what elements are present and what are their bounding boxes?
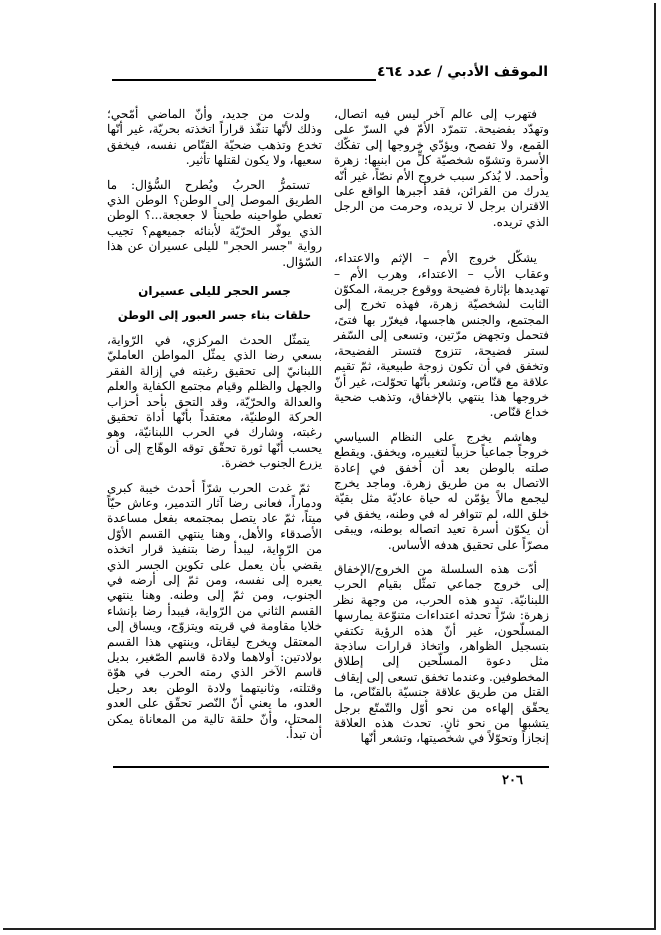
paragraph: أدّت هذه السلسلة من الخروج/الإخفاق إلى خروج جماعي تمثّل بقيام الحرب اللبنانيّة. تبدو هذه الحرب، من وجهة نظر زهرة: شرّاً تحدثه اعتداءات متنوّعة يمارسها المسلّحون، غير أنّ هذه الرؤية تكتفي بتسجيل الظواهر، واتخاذ قرارات ساذجة مثل دعوة المسلّحين إلى إطلاق المخطوفين. وعندما تخفق تسعى إلى إيقاف القتل من طريق علاقة جنسيّة بالقنّاص، ما يحقّق إلهاءه من نحو أوّل والتّمتّع برجل يتشبها من نحو ثانٍ. تحدث هذه العلاقة إنجازاً وتحوّلاً في شخصيتها، وتشعر أنّها: [334, 561, 549, 746]
paragraph: ولدت من جديد، وأنّ الماضي أمّحي؛ وذلك لأنّها تنفّذ قراراً اتخذته بحريّة، غير أنّها تخدع وتذهب ضحيّة القنّاص نفسه، فيخفق سعيها، ولا يكون لقتلها تأثير.: [107, 107, 322, 168]
paragraph: يشكّل خروج الأم – الإثم والاعتداء، وعقاب الأب – الاعتداء، وهرب الأم – تهديدها بإثارة فضيحة ووقوع جريمة، المكوّن الثابت لشخصيّة زهرة، فهذه تخرج إلى المجتمع، والجنس هاجسها، فيغرّر بها فتىً، فتحمل وتجهض مرّتين، وتسعى إلى السّفر لستر فضيحة، تتزوج فتستر الفضيحة، وتخفق في أن تكون زوجة طبيعية، ثمّ تقيم علاقة مع قنّاص، وتشعر بأنّها تحوّلت، غير أنّ خروجها هذا ينتهي بالإخفاق، وتذهب ضحية خداع قنّاص.: [334, 251, 549, 420]
paragraph: ثمّ غدت الحرب شرّاً أحدث خيبة كبرى ودماراً، فعانى رضا آثار التدمير، وعاش حيّاً ميتاً، ثمّ عاد يتصل بمجتمعه بفعل مساعدة الأصدقاء والأهل، وهنا ينتهي القسم الأوّل من الرّواية، ليبدأ رضا بتنفيذ قرار اتخذه يقضي بأن يعمل على تكوين الجسر الذي يعبره إلى نفسه، ومن ثمّ إلى أرضه في الجنوب، ومن ثمّ إلى وطنه. وهنا ينتهي القسم الثاني من الرّواية، فيبدأ رضا بإنشاء خلايا مقاومة في قريته ويتزوّج، ويساق إلى المعتقل ويخرج ليقاتل، وينتهي هذا القسم بولادتين: أولاهما ولادة قاسم الصّغير، بديل قاسم الآخر الذي رمته الحرب في هوّة وقتلته، وثانيتهما ولادة الوطن بعد رحيل العدو، ما يعني أنّ النّصر تحقّق على العدو المحتل، وأنّ حلقة تالية من المعاناة يمكن أن تبدأ.: [107, 480, 322, 742]
page-number: ٢٠٦: [502, 773, 523, 788]
page-header: [112, 60, 548, 88]
paragraph: وهاشم يخرج على النظام السياسي خروجاً جماعياً حزبياً لتغييره، ويخفق. ويقطع صلته بالوطن بعد أن أخفق في إعادة الاتصال به من طريق زهرة. وماجد يخرج ليجمع مالاً يؤمّن له حياة عاديّة مثل بقيّة خلق الله، لم تتوافر له في وطنه، يخفق في أن يكوّن أسرة تعيد اتصاله بوطنه، ويبقى مصرّاً على تحقيق هدفه الأساس.: [334, 429, 549, 552]
section-title: جسر الحجر لليلى عسيران: [138, 284, 291, 299]
paragraph: تستمرُّ الحربُ ويُطرح السُّؤال: ما الطريق الموصل إلى الوطن؟ الوطن الذي تعطي طواحينه طحيناً لا جعجعة...؟ الوطن الذي يوفّر الحرّيّة لأبنائه جميعهم؟ تجيب رواية "جسر الحجر" لليلى عسيران عن هذا السّؤال.: [107, 177, 322, 269]
right-column: [334, 107, 549, 756]
paragraph: يتمثّل الحدث المركزي، في الرّواية، بسعي رضا الذي يمثّل المواطن العامليّ اللبنانيّ إلى تحقيق رغبته في إزالة الفقر والجهل والظلم وقيام مجتمع الكفاية والعلم والعدالة والحرّيّة، وقد التحق بأحد أحزاب الحركة الوطنيّة، معتقداً بأنّها أداة تحقيق رغبته، وشارك في الحرب اللبنانيّة، وهو يحسب أنّها ثورة تحقّق توقه الوهّاج إلى أن يزرع الجنوب خضرة.: [107, 332, 322, 471]
journal-title: الموقف الأدبي / عدد ٤٦٤: [377, 64, 548, 80]
paragraph: فتهرب إلى عالم آخر ليس فيه اتصال، وتهدّد بفضيحة. تتمرّد الأمّ في السرّ على القمع، ولا تفصح، ويؤدّي خروجها إلى تفكّك الأسرة وتشوّه شخصيّة كلٍّ من ابنيها: زهرة وأحمد. لا يُذكر سبب خروج الأم نصّاً، غير أنّه يدرك من القرائن، فقد أجبرها الواقع على الاقتران برجل لا تريده، وحرمت من الرجل الذي تريده.: [334, 107, 549, 229]
left-column: [107, 107, 322, 751]
page-border: [3, 3, 656, 930]
footer-rule: [113, 766, 549, 768]
header-rule: [112, 79, 376, 81]
subsection-title: حلقات بناء جسر العبور إلى الوطن: [117, 308, 312, 323]
